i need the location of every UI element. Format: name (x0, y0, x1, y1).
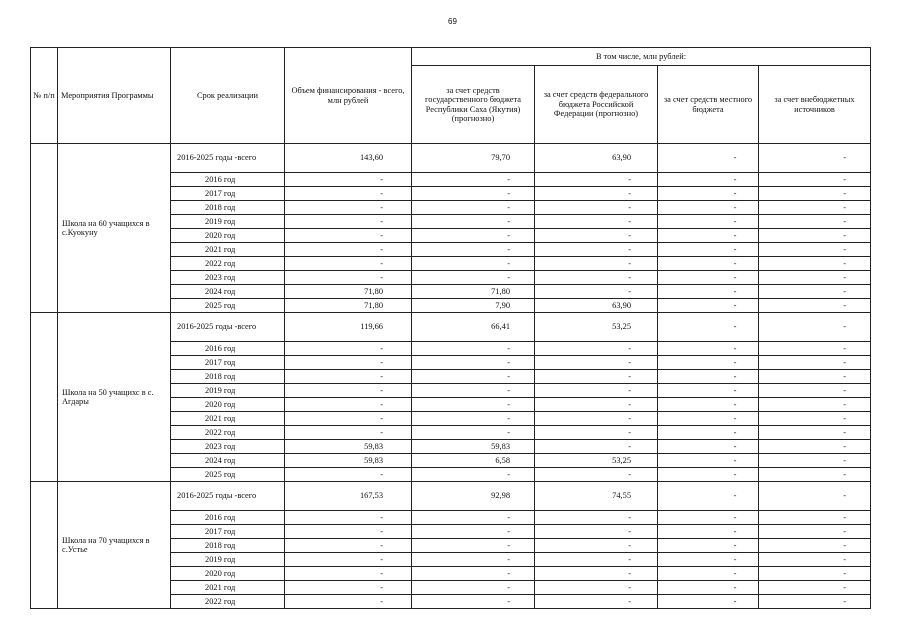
republic-value: 7,90 (412, 299, 535, 313)
republic-value: - (412, 243, 535, 257)
extrabudgetary-value: - (759, 173, 871, 187)
local-value: - (658, 468, 759, 482)
republic-value: - (412, 553, 535, 567)
year-label: 2018 год (171, 201, 285, 215)
federal-value: 63,90 (535, 144, 658, 173)
total-value: - (285, 384, 412, 398)
year-label: 2020 год (171, 398, 285, 412)
total-value: 59,83 (285, 454, 412, 468)
year-label: 2025 год (171, 299, 285, 313)
year-label: 2017 год (171, 356, 285, 370)
republic-value: - (412, 215, 535, 229)
local-value: - (658, 187, 759, 201)
total-value: - (285, 412, 412, 426)
federal-value: - (535, 229, 658, 243)
local-value: - (658, 173, 759, 187)
federal-value: - (535, 440, 658, 454)
local-value: - (658, 229, 759, 243)
local-value: - (658, 356, 759, 370)
local-value: - (658, 525, 759, 539)
federal-value: - (535, 468, 658, 482)
local-value: - (658, 370, 759, 384)
local-value: - (658, 144, 759, 173)
republic-value: 6,58 (412, 454, 535, 468)
header-period: Срок реализации (171, 48, 285, 144)
extrabudgetary-value: - (759, 553, 871, 567)
total-value: 71,80 (285, 285, 412, 299)
extrabudgetary-value: - (759, 187, 871, 201)
republic-value: 66,41 (412, 313, 535, 342)
republic-value: - (412, 525, 535, 539)
federal-value: 74,55 (535, 482, 658, 511)
extrabudgetary-value: - (759, 454, 871, 468)
local-value: - (658, 201, 759, 215)
total-value: - (285, 271, 412, 285)
local-value: - (658, 384, 759, 398)
year-label: 2022 год (171, 595, 285, 609)
local-value: - (658, 412, 759, 426)
total-value: 167,53 (285, 482, 412, 511)
republic-value: - (412, 468, 535, 482)
total-value: - (285, 553, 412, 567)
total-value: 59,83 (285, 440, 412, 454)
republic-value: - (412, 173, 535, 187)
extrabudgetary-value: - (759, 482, 871, 511)
republic-value: 79,70 (412, 144, 535, 173)
year-label: 2018 год (171, 370, 285, 384)
local-value: - (658, 271, 759, 285)
republic-value: - (412, 384, 535, 398)
extrabudgetary-value: - (759, 144, 871, 173)
total-value: - (285, 567, 412, 581)
republic-value: - (412, 595, 535, 609)
local-value: - (658, 553, 759, 567)
header-federal-budget: за счет средств федерального бюджета Российской Федерации (прогнозно) (535, 66, 658, 144)
republic-value: - (412, 511, 535, 525)
extrabudgetary-value: - (759, 313, 871, 342)
local-value: - (658, 539, 759, 553)
republic-value: 92,98 (412, 482, 535, 511)
extrabudgetary-value: - (759, 243, 871, 257)
object-name: Школа на 70 учащихся в с.Устье (58, 482, 171, 609)
local-value: - (658, 454, 759, 468)
federal-value: - (535, 356, 658, 370)
year-label: 2022 год (171, 257, 285, 271)
object-name: Школа на 50 учащихс в с. Агдары (58, 313, 171, 482)
extrabudgetary-value: - (759, 525, 871, 539)
total-value: - (285, 595, 412, 609)
extrabudgetary-value: - (759, 285, 871, 299)
header-event: Мероприятия Программы (58, 48, 171, 144)
local-value: - (658, 215, 759, 229)
extrabudgetary-value: - (759, 398, 871, 412)
local-value: - (658, 342, 759, 356)
total-value: 119,66 (285, 313, 412, 342)
year-label: 2019 год (171, 215, 285, 229)
header-total: Объем финансирования - всего, млн рублей (285, 48, 412, 144)
year-label: 2021 год (171, 581, 285, 595)
extrabudgetary-value: - (759, 595, 871, 609)
republic-value: - (412, 201, 535, 215)
extrabudgetary-value: - (759, 271, 871, 285)
extrabudgetary-value: - (759, 299, 871, 313)
year-label: 2018 год (171, 539, 285, 553)
total-value: - (285, 187, 412, 201)
total-value: - (285, 201, 412, 215)
row-number-cell (31, 144, 58, 313)
republic-value: - (412, 271, 535, 285)
year-label: 2024 год (171, 454, 285, 468)
year-label: 2021 год (171, 243, 285, 257)
federal-value: - (535, 285, 658, 299)
local-value: - (658, 595, 759, 609)
header-number: № п/п (31, 48, 58, 144)
year-label: 2023 год (171, 440, 285, 454)
extrabudgetary-value: - (759, 412, 871, 426)
year-label: 2022 год (171, 426, 285, 440)
financing-table (30, 47, 871, 609)
extrabudgetary-value: - (759, 567, 871, 581)
year-label: 2023 год (171, 271, 285, 285)
local-value: - (658, 511, 759, 525)
total-value: - (285, 257, 412, 271)
total-value: - (285, 511, 412, 525)
local-value: - (658, 398, 759, 412)
republic-value: - (412, 412, 535, 426)
federal-value: 63,90 (535, 299, 658, 313)
republic-value: - (412, 426, 535, 440)
federal-value: - (535, 370, 658, 384)
republic-value: - (412, 398, 535, 412)
federal-value: - (535, 595, 658, 609)
extrabudgetary-value: - (759, 342, 871, 356)
header-extrabudgetary: за счет внебюджетных источников (759, 66, 871, 144)
total-value: 143,60 (285, 144, 412, 173)
local-value: - (658, 257, 759, 271)
federal-value: - (535, 201, 658, 215)
header-including: В том числе, млн рублей: (412, 48, 871, 66)
object-total-row (31, 482, 871, 511)
republic-value: - (412, 370, 535, 384)
total-value: - (285, 370, 412, 384)
row-number-cell (31, 313, 58, 482)
header-republic-budget: за счет средств государственного бюджета Республики Саха (Якутия) (прогнозно) (412, 66, 535, 144)
extrabudgetary-value: - (759, 370, 871, 384)
row-number-cell (31, 482, 58, 609)
federal-value: - (535, 384, 658, 398)
local-value: - (658, 285, 759, 299)
republic-value: - (412, 539, 535, 553)
year-label: 2016 год (171, 511, 285, 525)
period-total-label: 2016-2025 годы -всего (171, 144, 285, 173)
extrabudgetary-value: - (759, 356, 871, 370)
period-total-label: 2016-2025 годы -всего (171, 313, 285, 342)
year-label: 2020 год (171, 229, 285, 243)
object-total-row (31, 144, 871, 173)
republic-value: - (412, 187, 535, 201)
extrabudgetary-value: - (759, 539, 871, 553)
republic-value: - (412, 342, 535, 356)
federal-value: - (535, 257, 658, 271)
extrabudgetary-value: - (759, 229, 871, 243)
extrabudgetary-value: - (759, 440, 871, 454)
federal-value: - (535, 271, 658, 285)
local-value: - (658, 299, 759, 313)
total-value: - (285, 229, 412, 243)
republic-value: 59,83 (412, 440, 535, 454)
total-value: - (285, 581, 412, 595)
federal-value: - (535, 342, 658, 356)
local-value: - (658, 581, 759, 595)
federal-value: - (535, 581, 658, 595)
federal-value: - (535, 511, 658, 525)
federal-value: - (535, 553, 658, 567)
total-value: - (285, 468, 412, 482)
local-value: - (658, 567, 759, 581)
federal-value: 53,25 (535, 313, 658, 342)
extrabudgetary-value: - (759, 257, 871, 271)
year-label: 2016 год (171, 173, 285, 187)
local-value: - (658, 482, 759, 511)
page-number: 69 (448, 17, 457, 26)
total-value: - (285, 243, 412, 257)
extrabudgetary-value: - (759, 384, 871, 398)
local-value: - (658, 426, 759, 440)
year-label: 2019 год (171, 553, 285, 567)
federal-value: - (535, 398, 658, 412)
extrabudgetary-value: - (759, 468, 871, 482)
federal-value: - (535, 173, 658, 187)
year-label: 2016 год (171, 342, 285, 356)
local-value: - (658, 243, 759, 257)
total-value: - (285, 215, 412, 229)
total-value: - (285, 539, 412, 553)
federal-value: 53,25 (535, 454, 658, 468)
year-label: 2021 год (171, 412, 285, 426)
federal-value: - (535, 187, 658, 201)
federal-value: - (535, 215, 658, 229)
local-value: - (658, 440, 759, 454)
republic-value: 71,80 (412, 285, 535, 299)
federal-value: - (535, 426, 658, 440)
total-value: - (285, 426, 412, 440)
total-value: - (285, 173, 412, 187)
year-label: 2017 год (171, 187, 285, 201)
extrabudgetary-value: - (759, 581, 871, 595)
federal-value: - (535, 412, 658, 426)
year-label: 2017 год (171, 525, 285, 539)
object-total-row (31, 313, 871, 342)
period-total-label: 2016-2025 годы -всего (171, 482, 285, 511)
republic-value: - (412, 356, 535, 370)
total-value: - (285, 398, 412, 412)
republic-value: - (412, 581, 535, 595)
republic-value: - (412, 229, 535, 243)
federal-value: - (535, 525, 658, 539)
object-name: Школа на 60 учащихся в с.Куокуну (58, 144, 171, 313)
extrabudgetary-value: - (759, 201, 871, 215)
table-body (31, 144, 871, 609)
federal-value: - (535, 567, 658, 581)
federal-value: - (535, 539, 658, 553)
republic-value: - (412, 257, 535, 271)
local-value: - (658, 313, 759, 342)
header-local-budget: за счет средств местного бюджета (658, 66, 759, 144)
total-value: - (285, 525, 412, 539)
total-value: - (285, 342, 412, 356)
total-value: 71,80 (285, 299, 412, 313)
extrabudgetary-value: - (759, 426, 871, 440)
year-label: 2025 год (171, 468, 285, 482)
year-label: 2019 год (171, 384, 285, 398)
year-label: 2020 год (171, 567, 285, 581)
extrabudgetary-value: - (759, 511, 871, 525)
republic-value: - (412, 567, 535, 581)
extrabudgetary-value: - (759, 215, 871, 229)
federal-value: - (535, 243, 658, 257)
total-value: - (285, 356, 412, 370)
year-label: 2024 год (171, 285, 285, 299)
